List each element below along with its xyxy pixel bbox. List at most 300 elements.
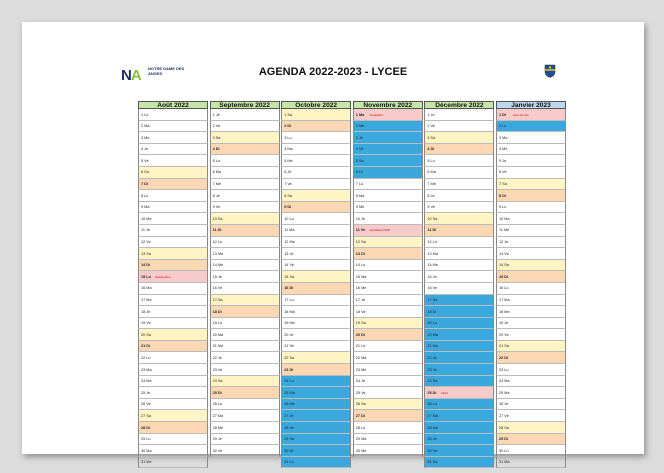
day-cell[interactable] xyxy=(281,225,351,237)
day-cell[interactable] xyxy=(424,295,494,307)
day-cell[interactable] xyxy=(496,283,566,295)
day-label: 28 Di xyxy=(141,425,151,430)
month-column xyxy=(424,101,494,468)
day-cell[interactable] xyxy=(138,318,208,330)
day-label: 20 Sa xyxy=(141,332,151,337)
day-label: 4 Je xyxy=(141,147,149,152)
day-cell[interactable] xyxy=(424,364,494,376)
day-cell[interactable] xyxy=(496,387,566,399)
day-cell[interactable] xyxy=(210,306,280,318)
day-cell[interactable] xyxy=(496,364,566,376)
day-cell[interactable] xyxy=(210,260,280,272)
day-label: 14 Me xyxy=(427,263,438,268)
day-label: 8 Lu xyxy=(141,193,149,198)
day-cell[interactable] xyxy=(424,132,494,144)
day-cell[interactable] xyxy=(281,364,351,376)
day-cell[interactable] xyxy=(353,410,423,422)
day-label: 24 Je xyxy=(355,379,366,384)
day-label: 26 Lu xyxy=(212,402,223,407)
day-cell[interactable] xyxy=(496,422,566,434)
day-cell[interactable] xyxy=(138,364,208,376)
day-cell[interactable] xyxy=(353,155,423,167)
page-title: AGENDA 2022-2023 - LYCEE xyxy=(258,66,408,78)
month-column xyxy=(353,101,423,457)
day-cell[interactable] xyxy=(496,306,566,318)
month-column xyxy=(138,101,208,468)
day-label: 30 Lu xyxy=(499,448,509,453)
day-cell[interactable] xyxy=(281,422,351,434)
event-label: Jour de l'an xyxy=(513,112,529,117)
day-cell[interactable] xyxy=(424,422,494,434)
day-cell[interactable] xyxy=(496,155,566,167)
day-cell[interactable] xyxy=(353,399,423,411)
day-cell[interactable] xyxy=(138,132,208,144)
day-cell[interactable] xyxy=(281,329,351,341)
day-label: 26 Sa xyxy=(355,402,366,407)
day-cell[interactable] xyxy=(424,225,494,237)
day-cell[interactable] xyxy=(496,144,566,156)
day-cell[interactable] xyxy=(424,190,494,202)
day-cell[interactable] xyxy=(138,155,208,167)
day-label: 12 Je xyxy=(499,240,509,245)
day-label: 1 Di xyxy=(499,112,506,117)
day-cell[interactable] xyxy=(496,318,566,330)
day-label: 18 Me xyxy=(499,309,510,314)
day-label: 24 Lu xyxy=(284,379,294,384)
day-cell[interactable] xyxy=(496,260,566,272)
day-cell[interactable] xyxy=(281,179,351,191)
day-cell[interactable] xyxy=(281,352,351,364)
day-cell[interactable] xyxy=(138,295,208,307)
day-cell[interactable] xyxy=(138,271,208,283)
day-cell[interactable] xyxy=(281,167,351,179)
day-label: 19 Ve xyxy=(141,321,151,326)
day-cell[interactable] xyxy=(210,445,280,457)
day-label: 27 Ma xyxy=(427,413,438,418)
day-cell[interactable] xyxy=(353,167,423,179)
day-label: 12 Lu xyxy=(427,240,437,245)
day-label: 29 Je xyxy=(427,437,437,442)
day-cell[interactable] xyxy=(138,202,208,214)
day-cell[interactable] xyxy=(353,422,423,434)
day-cell[interactable] xyxy=(424,341,494,353)
day-cell[interactable] xyxy=(353,144,423,156)
day-label: 9 Me xyxy=(355,205,365,210)
day-cell[interactable] xyxy=(138,376,208,388)
day-label: 27 Je xyxy=(284,413,294,418)
header xyxy=(22,22,644,84)
day-cell[interactable] xyxy=(210,387,280,399)
day-cell[interactable] xyxy=(138,260,208,272)
day-label: 21 Di xyxy=(141,344,151,349)
day-cell[interactable] xyxy=(210,283,280,295)
month-header: Novembre 2022 xyxy=(353,101,423,109)
day-label: 27 Di xyxy=(355,413,365,418)
day-cell[interactable] xyxy=(138,213,208,225)
day-cell[interactable] xyxy=(210,329,280,341)
day-cell[interactable] xyxy=(353,295,423,307)
day-cell[interactable] xyxy=(424,387,494,399)
day-cell[interactable] xyxy=(281,121,351,133)
day-label: 5 Je xyxy=(499,158,507,163)
day-cell[interactable] xyxy=(138,434,208,446)
day-label: 8 Ma xyxy=(355,193,365,198)
day-cell[interactable] xyxy=(424,283,494,295)
day-cell[interactable] xyxy=(281,237,351,249)
event-label: Armistice 1918 xyxy=(369,228,390,233)
day-label: 22 Ma xyxy=(355,355,367,360)
day-label: 6 Ma xyxy=(212,170,222,175)
day-cell[interactable] xyxy=(281,283,351,295)
day-cell[interactable] xyxy=(353,341,423,353)
day-label: 14 Di xyxy=(141,263,151,268)
day-cell[interactable] xyxy=(496,271,566,283)
day-label: 5 Lu xyxy=(427,158,435,163)
day-label: 16 Ve xyxy=(427,286,438,291)
day-cell[interactable] xyxy=(353,445,423,457)
day-label: 8 Sa xyxy=(284,193,292,198)
day-label: 11 Je xyxy=(141,228,151,233)
day-label: 29 Je xyxy=(212,437,222,442)
day-cell[interactable] xyxy=(353,434,423,446)
day-label: 21 Me xyxy=(212,344,224,349)
day-cell[interactable] xyxy=(353,121,423,133)
day-cell[interactable] xyxy=(353,109,423,121)
day-cell[interactable] xyxy=(496,213,566,225)
day-cell[interactable] xyxy=(496,457,566,469)
day-label: 20 Di xyxy=(355,332,365,337)
day-cell[interactable] xyxy=(353,387,423,399)
day-cell[interactable] xyxy=(210,422,280,434)
day-cell[interactable] xyxy=(210,202,280,214)
day-label: 27 Ve xyxy=(499,413,509,418)
day-cell[interactable] xyxy=(210,132,280,144)
day-label: 1 Ma xyxy=(355,112,365,117)
day-cell[interactable] xyxy=(281,260,351,272)
day-cell[interactable] xyxy=(281,341,351,353)
day-label: 12 Me xyxy=(284,240,295,245)
day-label: 26 Ve xyxy=(141,402,151,407)
day-cell[interactable] xyxy=(281,376,351,388)
day-label: 30 Ma xyxy=(141,448,152,453)
day-cell[interactable] xyxy=(424,109,494,121)
day-cell[interactable] xyxy=(281,445,351,457)
day-cell[interactable] xyxy=(138,352,208,364)
day-cell[interactable] xyxy=(210,155,280,167)
day-cell[interactable] xyxy=(424,376,494,388)
day-label: 16 Ma xyxy=(141,286,152,291)
day-label: 29 Ma xyxy=(355,437,367,442)
day-cell[interactable] xyxy=(210,352,280,364)
day-cell[interactable] xyxy=(210,179,280,191)
day-label: 30 Di xyxy=(284,448,294,453)
day-cell[interactable] xyxy=(353,364,423,376)
day-cell[interactable] xyxy=(353,190,423,202)
day-label: 27 Ma xyxy=(212,413,224,418)
day-label: 17 Je xyxy=(355,298,366,302)
day-label: 23 Lu xyxy=(499,367,509,372)
day-label: 3 Sa xyxy=(212,135,221,140)
day-label: 23 Ve xyxy=(427,367,438,372)
day-cell[interactable] xyxy=(138,144,208,156)
day-label: 9 Ve xyxy=(212,205,221,210)
day-cell[interactable] xyxy=(424,237,494,249)
day-label: 24 Me xyxy=(141,379,152,384)
day-label: 28 Me xyxy=(427,425,438,430)
day-cell[interactable] xyxy=(281,295,351,307)
day-cell[interactable] xyxy=(210,341,280,353)
day-label: 10 Je xyxy=(355,216,366,221)
day-cell[interactable] xyxy=(496,132,566,144)
day-label: 15 Je xyxy=(427,274,437,279)
day-cell[interactable] xyxy=(281,213,351,225)
month-column xyxy=(496,101,566,468)
month-column xyxy=(281,101,351,468)
day-label: 18 Je xyxy=(141,309,151,314)
day-label: 31 Sa xyxy=(427,460,438,465)
day-cell[interactable] xyxy=(496,295,566,307)
day-cell[interactable] xyxy=(281,202,351,214)
day-cell[interactable] xyxy=(210,271,280,283)
day-cell[interactable] xyxy=(138,225,208,237)
day-cell[interactable] xyxy=(281,155,351,167)
day-cell[interactable] xyxy=(424,445,494,457)
day-cell[interactable] xyxy=(424,329,494,341)
day-label: 11 Ve xyxy=(355,228,366,233)
day-cell[interactable] xyxy=(210,318,280,330)
day-cell[interactable] xyxy=(424,248,494,260)
day-cell[interactable] xyxy=(496,109,566,121)
day-cell[interactable] xyxy=(138,329,208,341)
day-cell[interactable] xyxy=(138,399,208,411)
day-cell[interactable] xyxy=(424,213,494,225)
day-label: 15 Lu xyxy=(141,274,151,279)
day-label: 3 Ma xyxy=(499,135,508,140)
day-label: 31 Ma xyxy=(499,460,510,465)
day-cell[interactable] xyxy=(210,248,280,260)
day-label: 1 Lu xyxy=(141,112,149,117)
day-cell[interactable] xyxy=(353,376,423,388)
day-cell[interactable] xyxy=(138,410,208,422)
day-label: 2 Ve xyxy=(212,124,221,129)
day-label: 8 Je xyxy=(212,193,220,198)
day-cell[interactable] xyxy=(424,352,494,364)
day-cell[interactable] xyxy=(353,329,423,341)
day-cell[interactable] xyxy=(424,434,494,446)
day-cell[interactable] xyxy=(424,155,494,167)
day-label: 20 Je xyxy=(284,332,294,337)
day-cell[interactable] xyxy=(424,457,494,469)
day-cell[interactable] xyxy=(281,387,351,399)
day-cell[interactable] xyxy=(424,318,494,330)
day-cell[interactable] xyxy=(496,179,566,191)
day-cell[interactable] xyxy=(210,237,280,249)
day-cell[interactable] xyxy=(496,445,566,457)
day-label: 4 Di xyxy=(427,147,435,152)
day-label: 17 Ma xyxy=(499,298,510,302)
day-label: 11 Me xyxy=(499,228,510,233)
day-cell[interactable] xyxy=(353,271,423,283)
day-cell[interactable] xyxy=(138,341,208,353)
day-label: 2 Lu xyxy=(499,124,507,129)
day-label: 27 Sa xyxy=(141,413,151,418)
day-cell[interactable] xyxy=(281,318,351,330)
day-label: 5 Sa xyxy=(355,158,364,163)
day-cell[interactable] xyxy=(138,283,208,295)
day-label: 12 Sa xyxy=(355,240,366,245)
day-cell[interactable] xyxy=(496,329,566,341)
day-cell[interactable] xyxy=(281,271,351,283)
day-label: 10 Me xyxy=(141,216,152,221)
day-cell[interactable] xyxy=(424,121,494,133)
day-cell[interactable] xyxy=(496,352,566,364)
day-label: 23 Ve xyxy=(212,367,223,372)
day-cell[interactable] xyxy=(210,167,280,179)
day-cell[interactable] xyxy=(138,457,208,469)
crest-icon xyxy=(544,64,556,78)
day-cell[interactable] xyxy=(281,248,351,260)
day-cell[interactable] xyxy=(424,202,494,214)
day-label: 7 Lu xyxy=(355,182,364,187)
day-cell[interactable] xyxy=(281,410,351,422)
day-cell[interactable] xyxy=(496,399,566,411)
day-cell[interactable] xyxy=(138,179,208,191)
day-cell[interactable] xyxy=(496,202,566,214)
day-cell[interactable] xyxy=(496,121,566,133)
month-header: Décembre 2022 xyxy=(424,101,494,109)
day-cell[interactable] xyxy=(496,248,566,260)
day-cell[interactable] xyxy=(138,306,208,318)
day-cell[interactable] xyxy=(353,283,423,295)
day-cell[interactable] xyxy=(424,144,494,156)
day-cell[interactable] xyxy=(496,376,566,388)
day-cell[interactable] xyxy=(210,190,280,202)
day-cell[interactable] xyxy=(281,457,351,469)
day-cell[interactable] xyxy=(210,399,280,411)
day-cell[interactable] xyxy=(210,225,280,237)
day-cell[interactable] xyxy=(138,387,208,399)
day-cell[interactable] xyxy=(353,179,423,191)
day-cell[interactable] xyxy=(353,237,423,249)
day-cell[interactable] xyxy=(281,132,351,144)
day-cell[interactable] xyxy=(353,132,423,144)
day-cell[interactable] xyxy=(281,144,351,156)
day-cell[interactable] xyxy=(353,213,423,225)
day-label: 2 Ve xyxy=(427,124,435,129)
day-cell[interactable] xyxy=(138,121,208,133)
day-label: 7 Sa xyxy=(499,182,507,187)
day-cell[interactable] xyxy=(496,225,566,237)
day-label: 19 Je xyxy=(499,321,509,326)
day-cell[interactable] xyxy=(424,410,494,422)
day-label: 22 Lu xyxy=(141,355,151,360)
day-cell[interactable] xyxy=(353,318,423,330)
day-cell[interactable] xyxy=(210,295,280,307)
day-cell[interactable] xyxy=(210,213,280,225)
day-cell[interactable] xyxy=(210,376,280,388)
day-label: 14 Me xyxy=(212,263,224,268)
day-label: 23 Di xyxy=(284,367,294,372)
day-label: 22 Je xyxy=(427,355,437,360)
day-label: 8 Di xyxy=(499,193,506,198)
day-cell[interactable] xyxy=(496,341,566,353)
day-label: 10 Sa xyxy=(427,216,438,221)
day-cell[interactable] xyxy=(138,167,208,179)
event-label: Assomption xyxy=(155,274,171,279)
day-cell[interactable] xyxy=(138,190,208,202)
day-cell[interactable] xyxy=(424,179,494,191)
day-label: 9 Ve xyxy=(427,205,435,210)
day-label: 25 Me xyxy=(499,390,510,395)
day-label: 28 Ve xyxy=(284,425,294,430)
day-cell[interactable] xyxy=(353,260,423,272)
day-label: 31 Lu xyxy=(284,460,294,465)
day-cell[interactable] xyxy=(138,422,208,434)
day-cell[interactable] xyxy=(496,410,566,422)
day-cell[interactable] xyxy=(424,399,494,411)
day-cell[interactable] xyxy=(353,248,423,260)
day-cell[interactable] xyxy=(210,410,280,422)
day-cell[interactable] xyxy=(281,109,351,121)
month-header: Janvier 2023 xyxy=(496,101,566,109)
day-cell[interactable] xyxy=(353,352,423,364)
day-label: 9 Lu xyxy=(499,205,507,210)
day-cell[interactable] xyxy=(424,167,494,179)
day-label: 30 Me xyxy=(355,448,367,453)
day-cell[interactable] xyxy=(210,434,280,446)
day-label: 4 Me xyxy=(499,147,508,152)
day-cell[interactable] xyxy=(353,225,423,237)
day-label: 28 Sa xyxy=(499,425,509,430)
month-header: Septembre 2022 xyxy=(210,101,280,109)
day-cell[interactable] xyxy=(281,190,351,202)
day-cell[interactable] xyxy=(424,271,494,283)
day-label: 13 Je xyxy=(284,251,294,256)
day-cell[interactable] xyxy=(496,237,566,249)
day-cell[interactable] xyxy=(496,167,566,179)
day-label: 21 Sa xyxy=(499,344,509,349)
day-label: 25 Di xyxy=(212,390,222,395)
day-label: 21 Me xyxy=(427,344,438,349)
day-cell[interactable] xyxy=(424,260,494,272)
day-cell[interactable] xyxy=(138,237,208,249)
day-cell[interactable] xyxy=(496,434,566,446)
day-cell[interactable] xyxy=(210,144,280,156)
day-label: 1 Je xyxy=(212,112,220,117)
day-cell[interactable] xyxy=(281,434,351,446)
day-label: 13 Di xyxy=(355,251,365,256)
day-cell[interactable] xyxy=(138,109,208,121)
day-label: 30 Ve xyxy=(427,448,438,453)
calendar-sheet xyxy=(22,22,644,465)
day-label: 24 Sa xyxy=(212,379,223,384)
day-cell[interactable] xyxy=(353,202,423,214)
day-cell[interactable] xyxy=(496,190,566,202)
day-label: 23 Ma xyxy=(141,367,152,372)
day-cell[interactable] xyxy=(138,445,208,457)
day-label: 4 Ma xyxy=(284,147,293,152)
day-cell[interactable] xyxy=(210,121,280,133)
day-cell[interactable] xyxy=(210,109,280,121)
day-label: 28 Me xyxy=(212,425,224,430)
day-cell[interactable] xyxy=(424,306,494,318)
day-cell[interactable] xyxy=(353,306,423,318)
day-cell[interactable] xyxy=(138,248,208,260)
day-cell[interactable] xyxy=(281,306,351,318)
day-cell[interactable] xyxy=(210,364,280,376)
day-cell[interactable] xyxy=(281,399,351,411)
day-label: 2 Di xyxy=(284,124,292,129)
